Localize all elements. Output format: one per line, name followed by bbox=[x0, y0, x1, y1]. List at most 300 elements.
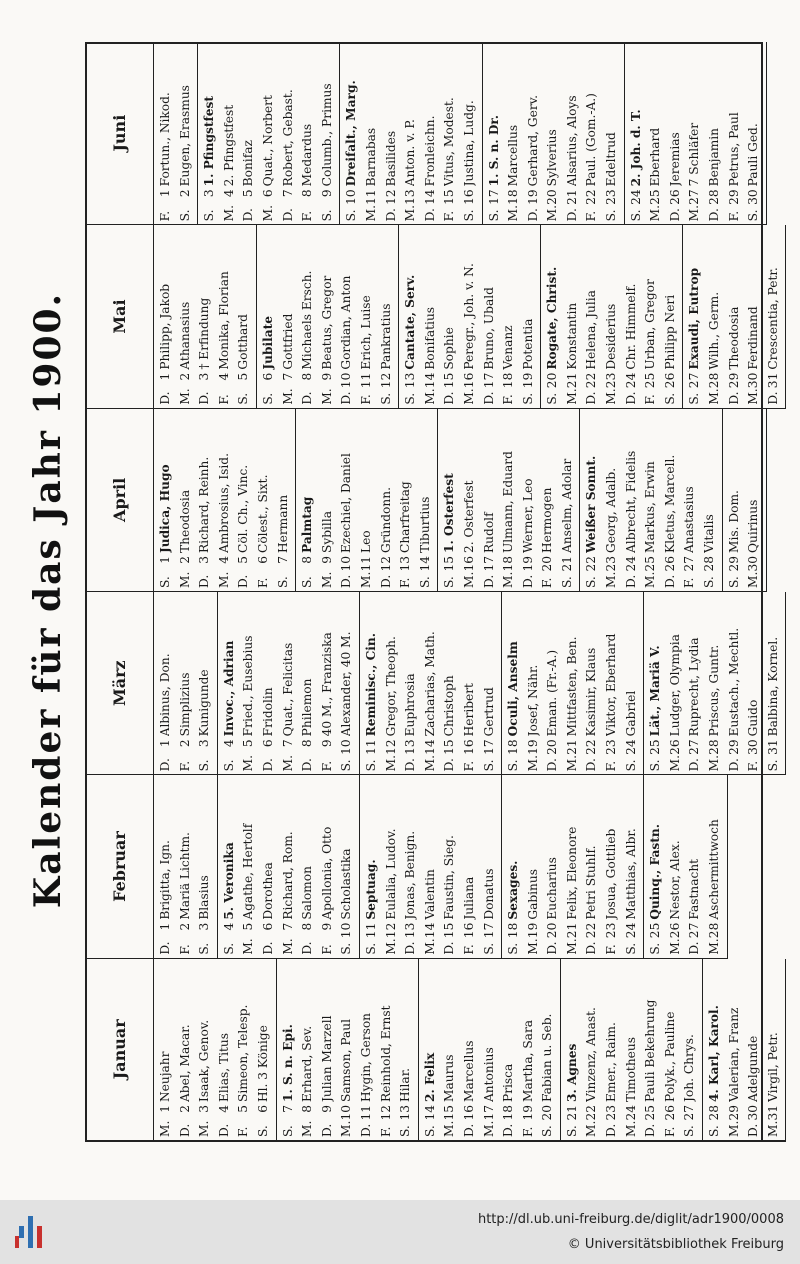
week-block bbox=[257, 225, 399, 407]
saint-name: Hermogen bbox=[540, 487, 555, 553]
day-row bbox=[440, 225, 460, 407]
saint-name: Crescentia, Petr. bbox=[765, 267, 780, 370]
weekday-abbr: F. bbox=[662, 1126, 677, 1137]
day-number: 25 bbox=[643, 556, 658, 572]
week-block bbox=[277, 959, 419, 1140]
weekday-abbr: M. bbox=[339, 1120, 354, 1137]
day-row bbox=[622, 592, 642, 774]
day-number: 8 bbox=[300, 372, 315, 381]
saint-name: 40 M., Franziska bbox=[319, 632, 334, 737]
day-number: 9 bbox=[319, 556, 334, 564]
saint-name: Aschermittwoch bbox=[707, 819, 722, 920]
weekday-abbr: D. bbox=[216, 1123, 231, 1137]
month-column bbox=[85, 42, 767, 225]
week-block bbox=[154, 775, 218, 957]
weekday-abbr: F. bbox=[398, 577, 413, 588]
day-row bbox=[401, 42, 421, 224]
saint-name: Cölest., Sixt. bbox=[255, 474, 270, 553]
day-row bbox=[480, 409, 500, 591]
saint-name: Eman. (Fr.-A.) bbox=[545, 649, 560, 737]
weekday-abbr: S. bbox=[604, 209, 619, 222]
saint-name: Monika, Florian bbox=[216, 271, 231, 370]
weekday-abbr: F. bbox=[319, 760, 334, 772]
weekday-abbr: S. bbox=[481, 759, 496, 772]
day-number: 21 bbox=[559, 556, 574, 572]
weekday-abbr: M. bbox=[358, 571, 373, 588]
week-block bbox=[154, 959, 277, 1140]
saint-name: Hygin, Gerson bbox=[358, 1012, 373, 1102]
day-row bbox=[563, 592, 583, 774]
day-row bbox=[582, 409, 602, 591]
day-number: 24 bbox=[623, 922, 638, 939]
day-row bbox=[558, 409, 578, 591]
saint-name: Samson, Paul bbox=[339, 1018, 354, 1102]
weekday-abbr: S. bbox=[403, 392, 418, 405]
day-row bbox=[661, 409, 681, 591]
week-block bbox=[360, 775, 502, 957]
saint-name: Anton. v. P. bbox=[403, 119, 418, 187]
weekday-abbr: F. bbox=[643, 394, 658, 405]
day-number: 29 bbox=[726, 739, 741, 755]
day-row bbox=[421, 225, 441, 407]
week-block bbox=[541, 225, 683, 407]
saint-name: Palmtag bbox=[300, 496, 315, 553]
day-row bbox=[460, 409, 480, 591]
weekday-abbr: S. bbox=[202, 209, 217, 222]
saint-name: Heribert bbox=[461, 683, 476, 737]
saint-name: Sylverius bbox=[545, 129, 560, 187]
week-block bbox=[198, 42, 340, 224]
day-row bbox=[195, 592, 215, 774]
weekday-abbr: F. bbox=[300, 210, 315, 222]
saint-name: Charfreitag bbox=[398, 481, 413, 553]
saint-name: Eugen, Erasmus bbox=[177, 85, 192, 187]
saint-name: Polyk., Pauline bbox=[662, 1011, 677, 1102]
weekday-abbr: F. bbox=[461, 760, 476, 772]
footer-bar bbox=[0, 1200, 800, 1264]
day-row bbox=[377, 959, 397, 1140]
saint-name: Eulalia, Ludov. bbox=[383, 828, 398, 920]
day-number: 15 bbox=[442, 922, 457, 939]
day-number: 18 bbox=[501, 556, 516, 572]
weekday-abbr: D. bbox=[442, 758, 457, 772]
weekday-abbr: F. bbox=[540, 577, 555, 588]
month-column bbox=[85, 225, 786, 408]
day-number: 9 bbox=[319, 1105, 334, 1113]
day-number: 14 bbox=[417, 556, 432, 572]
day-row bbox=[602, 959, 622, 1140]
day-row bbox=[744, 592, 764, 774]
day-row bbox=[764, 959, 784, 1140]
day-number: 11 bbox=[358, 372, 373, 389]
day-row bbox=[254, 959, 274, 1140]
day-row bbox=[259, 775, 279, 957]
weekday-abbr: D. bbox=[707, 208, 722, 222]
day-row bbox=[543, 592, 563, 774]
day-row bbox=[421, 959, 441, 1140]
saint-name: Hl. 3 Könige bbox=[255, 1025, 270, 1102]
day-number: 2 bbox=[177, 922, 192, 931]
saint-name: Ulmann, Eduard bbox=[501, 451, 516, 553]
saint-name: Apollonia, Otto bbox=[319, 826, 334, 920]
day-row bbox=[666, 592, 686, 774]
day-number: 4 bbox=[221, 739, 236, 748]
day-row bbox=[685, 42, 705, 224]
day-row bbox=[641, 959, 661, 1140]
day-number: 3 bbox=[197, 556, 212, 564]
day-number: 27 bbox=[687, 372, 702, 389]
day-number: 28 bbox=[702, 556, 717, 572]
day-number: 28 bbox=[707, 1105, 722, 1121]
day-row bbox=[480, 592, 500, 774]
day-row bbox=[744, 959, 764, 1140]
saint-name: Timotheus bbox=[623, 1037, 638, 1102]
saint-name: Gregor, Theoph. bbox=[383, 636, 398, 737]
day-row bbox=[582, 42, 602, 224]
weekday-abbr: S. bbox=[339, 942, 354, 955]
weekday-abbr: D. bbox=[300, 391, 315, 405]
weekday-abbr: M. bbox=[667, 754, 682, 772]
weekday-abbr: M. bbox=[319, 571, 334, 588]
weekday-abbr: M. bbox=[383, 938, 398, 955]
weekday-abbr: M. bbox=[422, 388, 437, 405]
day-number: 2 bbox=[177, 372, 192, 381]
day-number: 27 bbox=[687, 189, 702, 205]
saint-name: Simplizius bbox=[177, 672, 192, 737]
weekday-abbr: S. bbox=[275, 576, 290, 588]
saint-name: Quat., Norbert bbox=[260, 95, 275, 187]
saint-name: Simeon, Telesp. bbox=[236, 1004, 251, 1102]
day-row bbox=[460, 225, 480, 407]
ub-freiburg-logo-icon[interactable] bbox=[14, 1214, 50, 1250]
day-row bbox=[239, 592, 259, 774]
day-number: 6 bbox=[260, 372, 275, 381]
saint-name: Albrecht, Fidelis bbox=[623, 450, 638, 553]
weekday-abbr: S. bbox=[319, 209, 334, 222]
day-number: 10 bbox=[339, 739, 354, 755]
saint-name: Theodosia bbox=[177, 489, 192, 553]
weekday-abbr: M. bbox=[506, 204, 521, 222]
day-number: 10 bbox=[339, 922, 354, 939]
saint-name: Gertrud bbox=[481, 687, 496, 737]
week-block bbox=[154, 409, 296, 591]
day-row bbox=[504, 592, 524, 774]
day-number: 22 bbox=[584, 922, 599, 939]
day-row bbox=[622, 775, 642, 957]
day-row bbox=[337, 775, 357, 957]
day-number: 11 bbox=[363, 922, 378, 939]
day-row bbox=[401, 225, 421, 407]
day-row bbox=[705, 775, 725, 957]
day-number: 27 bbox=[687, 739, 702, 755]
day-number: 8 bbox=[300, 739, 315, 748]
day-row bbox=[195, 225, 215, 407]
footer-url-link[interactable]: http://dl.ub.uni-freiburg.de/diglit/adr1900/0008 bbox=[477, 1212, 784, 1227]
page-title: Kalender für das Jahr 1900. bbox=[27, 291, 69, 909]
day-number: 19 bbox=[520, 556, 535, 572]
weekday-abbr: D. bbox=[623, 391, 638, 405]
day-row bbox=[499, 409, 519, 591]
saint-name: Priscus, Guntr. bbox=[707, 644, 722, 737]
day-row bbox=[504, 775, 524, 957]
saint-name: Euphrosia bbox=[403, 673, 418, 737]
saint-name: 1. S. n. Epi. bbox=[280, 1024, 295, 1102]
day-number: 14 bbox=[422, 739, 437, 755]
week-block bbox=[360, 592, 502, 774]
day-row bbox=[259, 42, 279, 224]
saint-name: Abel, Macar. bbox=[177, 1024, 192, 1102]
day-row bbox=[279, 225, 299, 407]
weekday-abbr: M. bbox=[707, 388, 722, 405]
weekday-abbr: S. bbox=[197, 759, 212, 772]
week-block bbox=[561, 959, 703, 1140]
day-row bbox=[700, 409, 720, 591]
day-number: 18 bbox=[506, 189, 521, 205]
weekday-abbr: F. bbox=[158, 210, 172, 222]
day-number: 30 bbox=[746, 739, 761, 755]
saint-name: Gabriel bbox=[623, 690, 638, 737]
saint-name: Cantate, Serv. bbox=[403, 274, 418, 370]
day-row bbox=[725, 592, 745, 774]
weekday-abbr: S. bbox=[564, 1125, 579, 1137]
weekday-abbr: D. bbox=[584, 941, 599, 955]
day-row bbox=[220, 42, 240, 224]
day-row bbox=[357, 225, 377, 407]
day-row bbox=[176, 592, 196, 774]
saint-name: Richard, Rom. bbox=[280, 831, 295, 920]
saint-name: 2. Pfingstfest bbox=[221, 104, 236, 187]
saint-name: Sexages. bbox=[506, 860, 521, 920]
saint-name: Theodosia bbox=[726, 306, 741, 370]
weekday-abbr: S. bbox=[628, 209, 643, 222]
day-number: 30 bbox=[746, 372, 761, 389]
day-row bbox=[362, 42, 382, 224]
weekday-abbr: S. bbox=[540, 1125, 555, 1137]
day-row bbox=[666, 775, 686, 957]
month-name: April bbox=[85, 409, 154, 591]
day-row bbox=[524, 42, 544, 224]
day-row bbox=[582, 592, 602, 774]
day-row bbox=[504, 42, 524, 224]
day-number: 14 bbox=[422, 372, 437, 389]
day-row bbox=[337, 959, 357, 1140]
week-block bbox=[683, 225, 786, 407]
day-number: 20 bbox=[545, 739, 560, 755]
day-row bbox=[563, 225, 583, 407]
saint-name: Juliana bbox=[461, 876, 476, 920]
day-number: 8 bbox=[300, 189, 315, 198]
month-column bbox=[85, 592, 786, 775]
month-name: Februar bbox=[85, 775, 154, 957]
day-number: 16 bbox=[461, 1105, 476, 1121]
weekday-abbr: S. bbox=[648, 942, 663, 955]
week-block bbox=[502, 592, 644, 774]
weekday-abbr: M. bbox=[564, 938, 579, 955]
day-row bbox=[563, 959, 583, 1140]
month-column bbox=[85, 775, 728, 958]
day-row bbox=[357, 409, 377, 591]
weekday-abbr: F. bbox=[177, 944, 192, 955]
weekday-abbr: D. bbox=[403, 758, 418, 772]
weekday-abbr: F. bbox=[255, 577, 270, 588]
day-number: 3 bbox=[202, 189, 217, 198]
day-number: 1 bbox=[158, 739, 172, 748]
day-number: 20 bbox=[545, 372, 560, 389]
day-row bbox=[524, 592, 544, 774]
saint-name: Wilh., Germ. bbox=[707, 291, 722, 370]
month-name: März bbox=[85, 592, 154, 774]
day-row bbox=[622, 959, 642, 1140]
day-number: 17 bbox=[481, 739, 496, 755]
weekday-abbr: M. bbox=[422, 754, 437, 772]
day-row bbox=[298, 409, 318, 591]
day-row bbox=[279, 775, 299, 957]
weekday-abbr: F. bbox=[682, 577, 697, 588]
saint-name: Philemon bbox=[300, 678, 315, 737]
day-number: 13 bbox=[398, 556, 413, 572]
day-row bbox=[641, 225, 661, 407]
weekday-abbr: D. bbox=[422, 208, 437, 222]
saint-name: Beatus, Gregor bbox=[319, 275, 334, 370]
day-number: 29 bbox=[726, 189, 741, 205]
saint-name: Vitus, Modest. bbox=[442, 97, 457, 187]
day-row bbox=[274, 409, 294, 591]
weekday-abbr: D. bbox=[746, 1123, 761, 1137]
saint-name: Hermann bbox=[275, 494, 290, 553]
weekday-abbr: F. bbox=[584, 210, 599, 222]
saint-name: Dreifalt., Marg. bbox=[344, 80, 359, 187]
day-row bbox=[279, 592, 299, 774]
month-name: Januar bbox=[85, 959, 154, 1140]
weekday-abbr: S. bbox=[726, 576, 741, 588]
weekday-abbr: M. bbox=[403, 204, 418, 222]
saint-name: Tiburtius bbox=[417, 496, 432, 553]
weekday-abbr: D. bbox=[197, 574, 212, 588]
day-number: 31 bbox=[765, 372, 780, 389]
day-number: 10 bbox=[344, 189, 359, 205]
saint-name: Gotthard bbox=[236, 314, 251, 370]
weekday-abbr: S. bbox=[300, 576, 315, 588]
day-row bbox=[705, 225, 725, 407]
day-row bbox=[744, 409, 764, 591]
day-number: 29 bbox=[726, 372, 741, 389]
day-number: 9 bbox=[319, 372, 334, 381]
saint-name: Michaels Ersch. bbox=[300, 270, 315, 370]
day-number: 21 bbox=[564, 739, 579, 755]
weekday-abbr: D. bbox=[260, 941, 275, 955]
day-row bbox=[764, 225, 784, 407]
week-block bbox=[644, 592, 786, 774]
day-number: 25 bbox=[648, 922, 663, 939]
saint-name: Joh. Chrys. bbox=[682, 1034, 697, 1102]
day-row bbox=[318, 959, 338, 1140]
saint-name: Desiderius bbox=[604, 303, 619, 370]
saint-name: Petrus, Paul bbox=[726, 112, 741, 187]
saint-name: Georg, Adalb. bbox=[604, 467, 619, 553]
weekday-abbr: D. bbox=[378, 574, 393, 588]
day-number: 4 bbox=[216, 372, 231, 381]
day-row bbox=[485, 42, 505, 224]
weekday-abbr: M. bbox=[177, 388, 192, 405]
saint-name: Rogate, Christ. bbox=[545, 266, 560, 370]
day-row bbox=[195, 409, 215, 591]
saint-name: Balbina, Kornel. bbox=[765, 636, 780, 737]
weekday-abbr: M. bbox=[746, 388, 761, 405]
day-row bbox=[538, 409, 558, 591]
day-number: 26 bbox=[662, 372, 677, 389]
weekday-abbr: M. bbox=[707, 938, 722, 955]
weekday-abbr: M. bbox=[604, 388, 619, 405]
weekday-abbr: F. bbox=[319, 944, 334, 955]
day-number: 13 bbox=[403, 739, 418, 755]
weekday-abbr: M. bbox=[280, 938, 295, 955]
day-number: 15 bbox=[442, 1105, 457, 1121]
day-number: 16 bbox=[461, 922, 476, 939]
day-number: 2 bbox=[177, 189, 192, 198]
day-number: 29 bbox=[726, 556, 741, 572]
day-row bbox=[298, 775, 318, 957]
day-number: 28 bbox=[707, 372, 722, 389]
day-row bbox=[195, 959, 215, 1140]
day-row bbox=[156, 959, 176, 1140]
day-number: 7 bbox=[280, 922, 295, 931]
weekday-abbr: F. bbox=[501, 394, 516, 405]
week-block bbox=[483, 42, 625, 224]
day-number: 15 bbox=[442, 189, 457, 205]
day-row bbox=[440, 775, 460, 957]
saint-name: Pankratius bbox=[378, 303, 393, 370]
day-number: 23 bbox=[604, 372, 619, 389]
day-row bbox=[543, 42, 563, 224]
day-number: 14 bbox=[422, 189, 437, 205]
saint-name: Felix, Eleonore bbox=[564, 826, 579, 920]
day-number: 5 bbox=[236, 1105, 251, 1113]
day-row bbox=[543, 775, 563, 957]
saint-name: Isaak, Genov. bbox=[197, 1019, 212, 1102]
saint-name: Bonifatius bbox=[422, 306, 437, 370]
day-number: 4 bbox=[221, 922, 236, 931]
weekday-abbr: D. bbox=[643, 1123, 658, 1137]
day-number: 23 bbox=[604, 189, 619, 205]
day-row bbox=[357, 959, 377, 1140]
day-row bbox=[215, 959, 235, 1140]
saint-name: Emer., Raim. bbox=[604, 1022, 619, 1102]
saint-name: Ezechiel, Daniel bbox=[339, 453, 354, 553]
saint-name: Donatus bbox=[481, 868, 496, 920]
day-number: 25 bbox=[648, 739, 663, 755]
saint-name: Quat., Felicitas bbox=[280, 642, 295, 737]
saint-name: Agathe, Hertolf bbox=[241, 823, 256, 920]
saint-name: 1. S. n. Dr. bbox=[486, 115, 501, 187]
day-row bbox=[220, 775, 240, 957]
day-number: 22 bbox=[584, 1105, 599, 1121]
saint-name: Jeremias bbox=[667, 132, 682, 187]
day-number: 19 bbox=[525, 739, 540, 755]
saint-name: Neujahr bbox=[158, 1051, 172, 1102]
day-row bbox=[396, 959, 416, 1140]
day-number: 30 bbox=[746, 189, 761, 205]
weekday-abbr: D. bbox=[726, 758, 741, 772]
day-row bbox=[396, 409, 416, 591]
day-number: 20 bbox=[540, 1105, 555, 1121]
saint-name: Robert, Gebast. bbox=[280, 89, 295, 187]
weekday-abbr: S. bbox=[520, 392, 535, 405]
day-row bbox=[622, 409, 642, 591]
saint-name: Prisca bbox=[501, 1063, 516, 1102]
weekday-abbr: S. bbox=[344, 209, 359, 222]
day-number: 4 bbox=[216, 1105, 231, 1113]
day-number: 11 bbox=[363, 739, 378, 755]
